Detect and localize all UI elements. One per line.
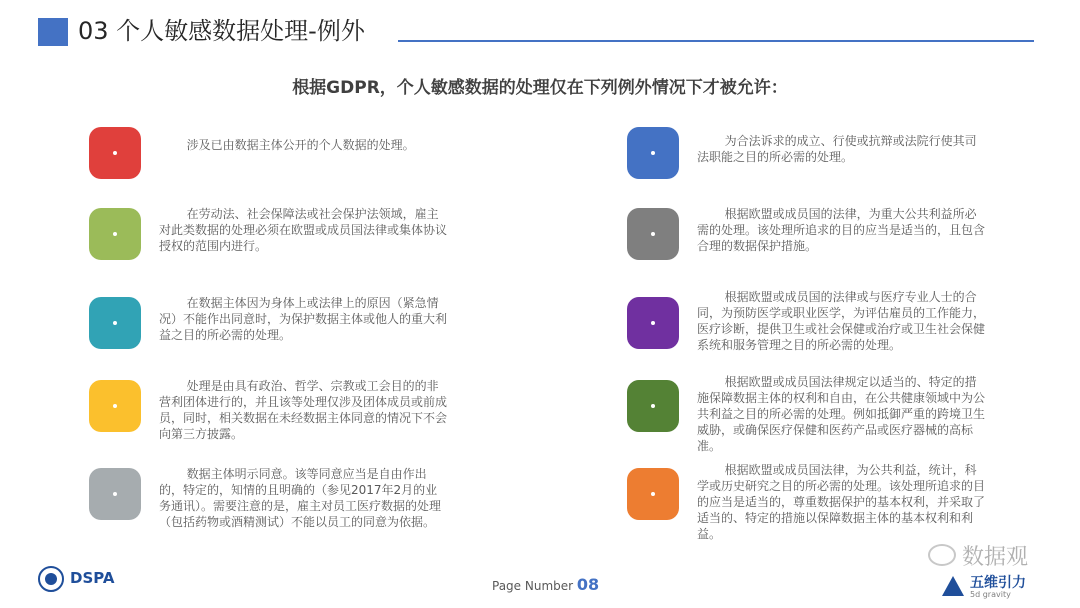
bullet-icon: [627, 468, 679, 520]
item-text: 数据主体明示同意。该等同意应当是自由作出的，特定的，知情的且明确的（参见2017年2月的业务通讯）。需要注意的是，雇主对员工医疗数据的处理（包括药物或酒精测试）不能以员工的同意为依据。: [159, 467, 442, 529]
item-text: 根据欧盟或成员国的法律，为重大公共利益所必需的处理。该处理所追求的目的应当是适当的，且包含合理的数据保护措施。: [697, 207, 986, 253]
item-text: 根据欧盟或成员国的法律或与医疗专业人士的合同，为预防医学或职业医学，为评估雇员的工作能力，医疗诊断，提供卫生或社会保健或治疗或卫生社会保健系统和服务管理之目的所必需的处理。: [697, 290, 986, 352]
brand-logo-icon: [942, 576, 964, 596]
list-item-right-4: [627, 375, 1037, 453]
subtitle: 根据GDPR，个人敏感数据的处理仅在下列例外情况下才被允许：: [292, 78, 788, 98]
page-number: [492, 575, 599, 594]
list-item-left-3: [89, 297, 499, 357]
list-item-left-1: [89, 127, 499, 187]
page-number-value: 08: [576, 575, 600, 594]
list-item-right-1: [627, 127, 1037, 187]
page-title: 03 个人敏感数据处理-例外: [78, 17, 365, 45]
title-underline: [398, 40, 1034, 42]
bullet-icon: [89, 380, 141, 432]
logo-text: DSPA: [70, 569, 115, 587]
item-text: 根据欧盟或成员国法律规定以适当的、特定的措施保障数据主体的权利和自由，在公共健康领域中为公共利益之目的所必需的处理。例如抵御严重的跨境卫生威胁，或确保医疗保健和医药产品或医疗器械的高标准。: [697, 375, 986, 453]
list-item-left-5: [89, 468, 499, 528]
dspa-emblem-icon: [38, 566, 64, 592]
title-accent-square: [38, 18, 68, 46]
item-text: 为合法诉求的成立、行使或抗辩或法院行使其司法职能之目的所必需的处理。: [697, 134, 977, 164]
list-item-left-4: [89, 380, 499, 440]
item-text: 在劳动法、社会保障法或社会保护法领域，雇主对此类数据的处理必须在欧盟或成员国法律或集体协议授权的范围内进行。: [159, 207, 448, 253]
list-item-left-2: [89, 208, 499, 268]
bullet-icon: [627, 380, 679, 432]
watermark-brand: 五维引力: [970, 575, 1026, 591]
bullet-icon: [89, 208, 141, 260]
bullet-icon: [627, 127, 679, 179]
bullet-icon: [89, 127, 141, 179]
bullet-icon: [89, 297, 141, 349]
bullet-icon: [89, 468, 141, 520]
watermark: [928, 538, 1068, 602]
page-number-label: Page Number: [492, 579, 574, 593]
item-text: 在数据主体因为身体上或法律上的原因（紧急情况）不能作出同意时，为保护数据主体或他人的重大利益之目的所必需的处理。: [159, 296, 448, 342]
watermark-title: 数据观: [962, 545, 1029, 570]
item-text: 根据欧盟或成员国法律，为公共利益，统计，科学或历史研究之目的所必需的处理。该处理所追求的目的应当是适当的，尊重数据保护的基本权利，并采取了适当的、特定的措施以保障数据主体的基本权利和利益。: [697, 463, 986, 541]
list-item-right-3: [627, 290, 1037, 357]
item-text: 涉及已由数据主体公开的个人数据的处理。: [186, 138, 415, 152]
list-item-right-5: [627, 463, 1037, 541]
bullet-icon: [627, 297, 679, 349]
wechat-icon: [928, 544, 956, 566]
bullet-icon: [627, 208, 679, 260]
item-text: 处理是由具有政治、哲学、宗教或工会目的的非营利团体进行的，并且该等处理仅涉及团体成员或前成员，同时，相关数据在未经数据主体同意的情况下不会向第三方披露。: [159, 379, 448, 441]
watermark-brand-sub: 5d gravity: [970, 590, 1011, 599]
list-item-right-2: [627, 208, 1037, 268]
